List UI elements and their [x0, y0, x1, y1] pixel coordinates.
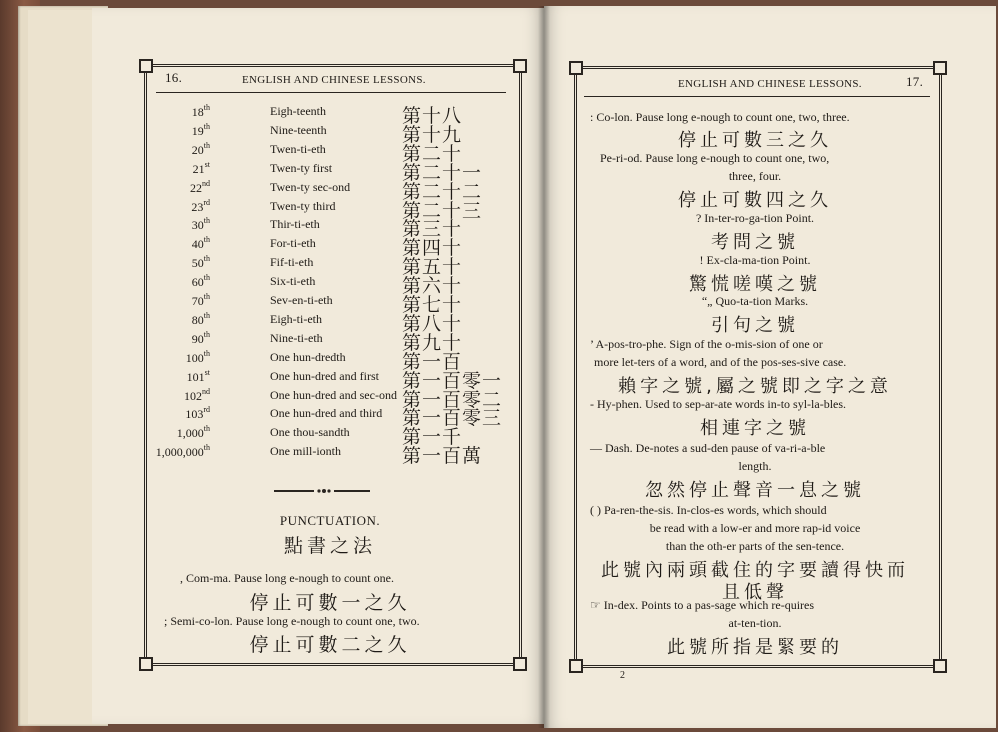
ordinal-english: Thir-ti-eth: [270, 217, 320, 232]
ordinal-chinese: 第一百零三: [402, 407, 503, 430]
ordinal-number: 23rd: [191, 197, 210, 214]
signature-mark: 2: [620, 670, 625, 681]
ordinal-row: [158, 292, 518, 316]
exclamation-entry: ! Ex-cla-ma-tion Point.: [699, 253, 811, 267]
ordinal-row: [158, 254, 518, 279]
interrogation-entry: ? In-ter-ro-ga-tion Point.: [695, 211, 815, 225]
colon-entry: : Co-lon. Pause long e-nough to count one, two, three.: [590, 110, 850, 124]
ordinal-chinese: 第二十二: [402, 180, 483, 203]
dash-entry-cont: length.: [738, 459, 772, 473]
ordinal-number: 90th: [191, 329, 210, 346]
ordinal-number: 80th: [191, 310, 210, 327]
left-page: [92, 8, 544, 724]
ordinal-english: Eigh-ti-eth: [270, 311, 322, 326]
ordinal-english: Eigh-teenth: [270, 104, 326, 118]
parenthesis-chinese: 此號內兩頭截住的字要讀得快而: [601, 560, 909, 581]
ordinal-chinese: 第八十: [402, 312, 463, 335]
ordinal-english: Sev-en-ti-eth: [270, 293, 333, 307]
interrogation-chinese: 考問之號: [711, 232, 799, 253]
apostrophe-entry-cont: more let-ters of a word, and of the pos-ses-sive case.: [594, 355, 847, 369]
period-chinese: 停止可數四之久: [678, 190, 832, 211]
ordinal-chinese: 第二十三: [402, 199, 483, 222]
index-entry: ☞ In-dex. Points to a pas-sage which re-quires: [590, 598, 815, 612]
ordinal-chinese: 第五十: [402, 256, 463, 279]
ordinal-number: 60th: [191, 273, 210, 290]
colon-chinese: 停止可數三之久: [678, 130, 832, 151]
ordinal-number: 18th: [191, 103, 210, 119]
dash-entry: — Dash. De-notes a sud-den pause of va-ri-a-ble: [590, 441, 826, 455]
ordinal-english: For-ti-eth: [270, 236, 316, 251]
ordinal-number: 40th: [191, 235, 210, 252]
ordinal-row: [158, 405, 518, 430]
book-gutter: [538, 6, 550, 728]
parenthesis-entry: ( ) Pa-ren-the-sis. In-clos-es words, which should: [590, 503, 827, 517]
ordinal-english: One hun-dred and sec-ond: [270, 387, 397, 402]
ordinal-english: One hun-dred and first: [270, 368, 379, 383]
right-running-head: ENGLISH AND CHINESE LESSONS.: [678, 78, 862, 90]
ordinal-chinese: 第一百萬: [402, 445, 483, 468]
ordinal-english: Twen-ti-eth: [270, 141, 326, 156]
ordinal-number: 50th: [191, 254, 210, 271]
period-entry-cont: three, four.: [728, 169, 782, 183]
exclamation-chinese: 驚慌嗟嘆之號: [689, 274, 821, 295]
ordinal-chinese: 第一百: [402, 350, 463, 373]
hyphen-entry: - Hy-phen. Used to sep-ar-ate words in-to syl-la-bles.: [590, 397, 847, 411]
ordinal-number: 70th: [191, 292, 210, 308]
apostrophe-entry: ’ A-pos-tro-phe. Sign of the o-mis-sion of one or: [590, 337, 823, 351]
ordinal-chinese: 第十八: [402, 105, 463, 127]
ordinal-english: Twen-ty sec-ond: [270, 179, 351, 194]
ordinal-row: [158, 273, 518, 298]
left-running-head: ENGLISH AND CHINESE LESSONS.: [242, 74, 426, 86]
comma-entry: , Com-ma. Pause long e-nough to count one.: [180, 571, 394, 585]
ordinal-row: [158, 329, 518, 354]
parenthesis-entry-cont2: than the oth-er parts of the sen-tence.: [665, 539, 845, 553]
ordinal-english: Nine-ti-eth: [270, 330, 323, 345]
right-page-number: 17.: [906, 74, 924, 89]
semicolon-entry: ; Semi-co-lon. Pause long e-nough to count one, two.: [164, 614, 420, 628]
parenthesis-entry-cont: be read with a low-er and more rap-id voice: [649, 521, 861, 535]
ordinal-row: [158, 121, 518, 146]
ordinal-chinese: 第四十: [402, 237, 463, 260]
index-entry-cont: at-ten-tion.: [728, 616, 782, 630]
left-page-header: [165, 70, 182, 86]
ordinal-english: Twen-ty third: [270, 198, 336, 213]
ordinal-chinese: 第一百零一: [402, 369, 503, 392]
ordinal-number: 19th: [191, 121, 210, 138]
ordinal-english: Twen-ty first: [270, 160, 333, 175]
ordinal-english: One thou-sandth: [270, 425, 350, 440]
ordinal-chinese: 第九十: [402, 331, 463, 354]
ordinal-english: Six-ti-eth: [270, 274, 316, 289]
ordinal-chinese: 第一百零二: [402, 388, 503, 411]
ordinal-row: [155, 443, 518, 468]
ordinal-row: [158, 235, 518, 260]
left-page-number: 16.: [165, 70, 183, 85]
ordinal-chinese: 第六十: [402, 275, 463, 298]
ordinal-number: 30th: [191, 216, 210, 233]
ordinal-row: [158, 103, 518, 127]
ordinal-number: 101st: [186, 367, 210, 384]
ordinal-english: One hun-dred and third: [270, 406, 383, 421]
ordinal-row: [158, 310, 518, 335]
punctuation-title: PUNCTUATION.: [279, 513, 381, 528]
ordinal-number: 20th: [191, 140, 210, 157]
dash-chinese: 忽然停止聲音一息之號: [645, 480, 865, 501]
ordinal-number: 21st: [192, 159, 210, 176]
index-chinese: 此號所指是緊要的: [667, 637, 843, 658]
semicolon-chinese: 停止可數二之久: [249, 634, 411, 656]
hyphen-chinese: 相連字之號: [700, 418, 810, 439]
period-entry: Pe-ri-od. Pause long e-nough to count one, two,: [600, 151, 830, 165]
ordinal-number: 102nd: [184, 386, 210, 403]
ordinal-chinese: 第七十: [402, 294, 463, 316]
apostrophe-chinese: 賴字之號,屬之號即之字之意: [618, 376, 892, 397]
ordinal-chinese: 第二十一: [402, 161, 483, 184]
ordinals-table: [155, 103, 518, 474]
quotation-chinese: 引句之號: [711, 315, 799, 336]
header-rule: [156, 92, 506, 93]
ordinal-chinese: 第一千: [402, 426, 463, 449]
ordinal-english: One mill-ionth: [270, 444, 341, 459]
ordinal-number: 22nd: [190, 178, 210, 195]
ordinal-english: Nine-teenth: [270, 122, 327, 137]
ordinal-chinese: 第三十: [402, 218, 463, 241]
ordinal-number: 1,000th: [176, 424, 210, 441]
quotation-entry: “„ Quo-ta-tion Marks.: [701, 294, 809, 308]
ordinal-number: 103rd: [185, 405, 210, 422]
ordinal-chinese: 第十九: [402, 123, 463, 146]
ordinal-english: One hun-dredth: [270, 349, 346, 364]
comma-chinese: 停止可數一之久: [249, 592, 411, 614]
ordinal-english: Fif-ti-eth: [270, 255, 314, 270]
punctuation-title-chinese: 點書之法: [283, 535, 376, 557]
ordinal-row: [158, 197, 518, 222]
parenthesis-chinese-cont: 且低聲: [722, 582, 788, 603]
ordinal-row: [158, 216, 518, 241]
ordinal-chinese: 第二十: [402, 142, 463, 165]
ornamental-divider: [272, 486, 372, 496]
ordinal-number: 100th: [185, 348, 210, 365]
right-page: [544, 6, 996, 728]
header-rule-right: [584, 96, 930, 97]
ordinal-number: 1,000,000th: [155, 443, 210, 460]
